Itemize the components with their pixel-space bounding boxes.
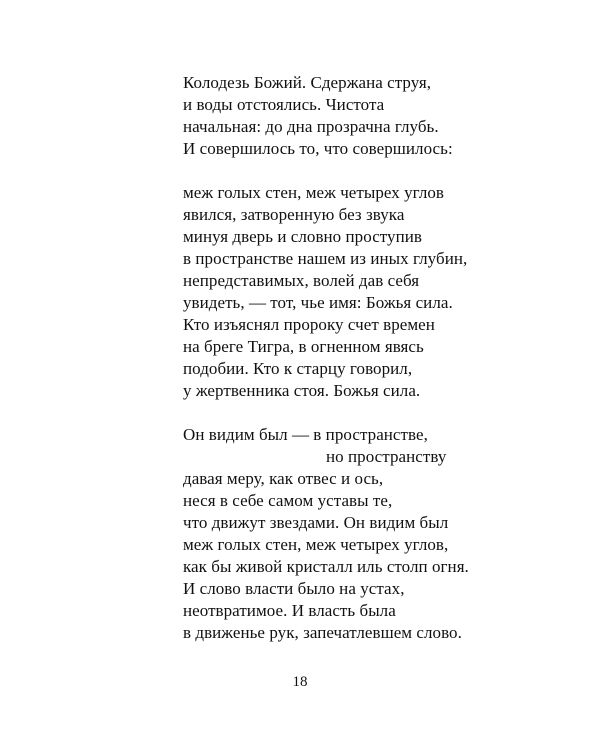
poem-line: Он видим был — в пространстве,: [183, 425, 428, 444]
poem-line: начальная: до дна прозрачна глубь.: [183, 117, 439, 136]
poem-line: увидеть, — тот, чье имя: Божья сила.: [183, 293, 453, 312]
poem-line: в движенье рук, запечатлевшем слово.: [183, 623, 462, 642]
poem: [183, 72, 483, 644]
poem-line: Кто изъяснял пророку счет времен: [183, 315, 435, 334]
poem-line: И слово власти было на устах,: [183, 579, 405, 598]
poem-line: давая меру, как отвес и ось,: [183, 469, 384, 488]
poem-line: непредставимых, волей дав себя: [183, 271, 420, 290]
poem-line-indented: но пространству: [326, 447, 447, 466]
poem-line: и воды отстоялись. Чистота: [183, 95, 385, 114]
poem-line: неотвратимое. И власть была: [183, 601, 396, 620]
poem-line: как бы живой кристалл иль столп огня.: [183, 557, 469, 576]
poem-line: что движут звездами. Он видим был: [183, 513, 449, 532]
poem-line: неся в себе самом уставы те,: [183, 491, 393, 510]
poem-line: И совершилось то, что совершилось:: [183, 139, 453, 158]
stanza-3: [183, 424, 483, 644]
poem-line: минуя дверь и словно проступив: [183, 227, 422, 246]
poem-line: подобии. Кто к старцу говорил,: [183, 359, 413, 378]
poem-line: на бреге Тигра, в огненном явясь: [183, 337, 424, 356]
page-number: 18: [292, 674, 308, 690]
poem-line: в пространстве нашем из иных глубин,: [183, 249, 468, 268]
poem-line: у жертвенника стоя. Божья сила.: [183, 381, 421, 400]
stanza-1: [183, 72, 483, 160]
poem-line: явился, затворенную без звука: [183, 205, 405, 224]
poem-line: меж голых стен, меж четырех углов,: [183, 535, 449, 554]
poem-line: Колодезь Божий. Сдержана струя,: [183, 73, 432, 92]
stanza-2: [183, 182, 483, 402]
poem-line: меж голых стен, меж четырех углов: [183, 183, 444, 202]
